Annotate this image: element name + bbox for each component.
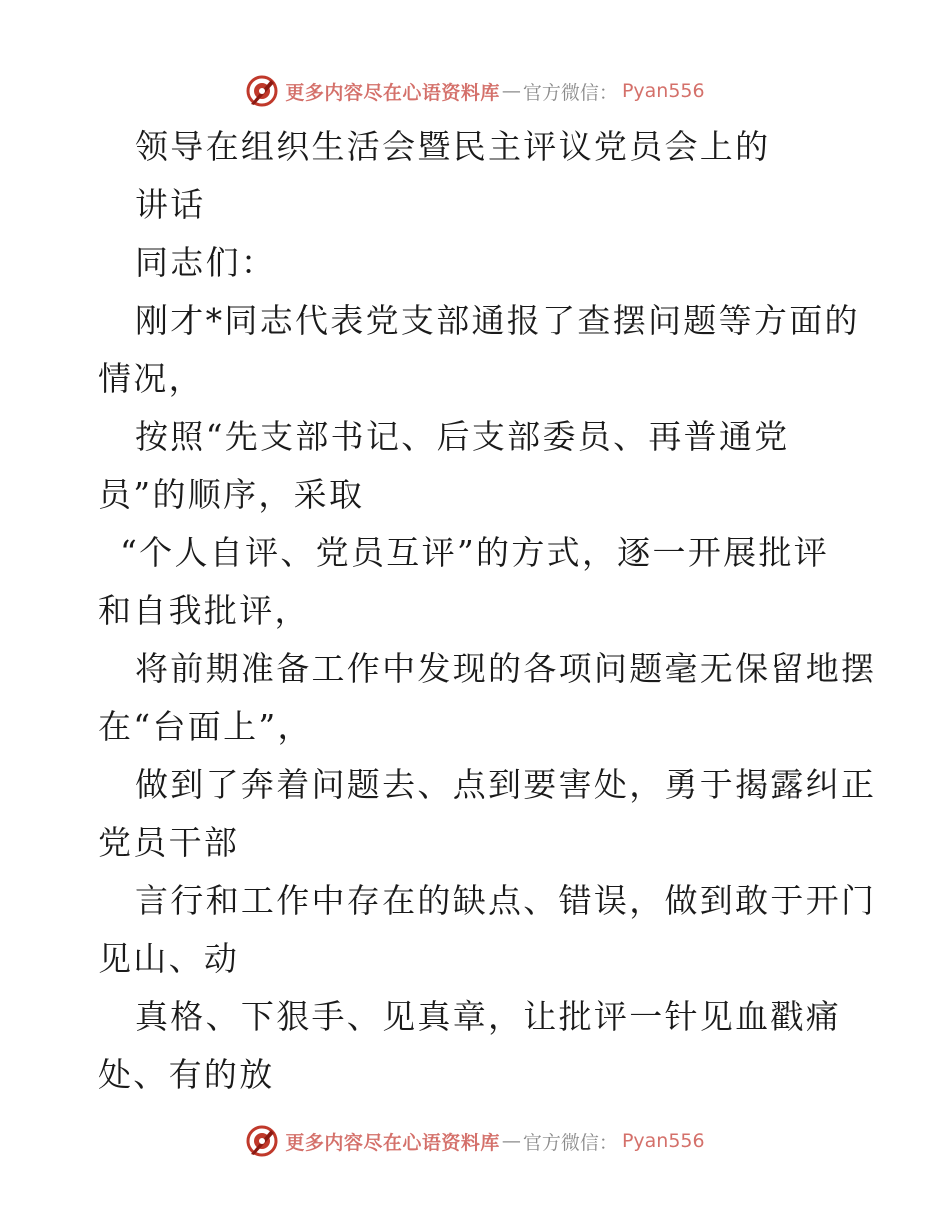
pen-logo-icon — [245, 1124, 279, 1158]
body-line: “个人自评、党员互评”的方式，逐一开展批评 — [120, 533, 830, 572]
banner-label: 官方微信： — [522, 1131, 618, 1154]
banner-label: 官方微信： — [522, 81, 618, 104]
pen-logo-icon — [245, 74, 279, 108]
banner-title: 更多内容尽在心语资料库 — [285, 1131, 500, 1154]
body-line: 刚才*同志代表党支部通报了查摆问题等方面的 — [135, 301, 860, 340]
body-line: 真格、下狠手、见真章，让批评一针见血戳痛 — [135, 997, 841, 1036]
body-line: 言行和工作中存在的缺点、错误，做到敢于开门 — [135, 881, 877, 920]
salutation: 同志们： — [135, 243, 277, 282]
banner-wechat-id: Pyan556 — [621, 80, 705, 102]
body-line: 员”的顺序，采取 — [98, 475, 365, 514]
header-banner — [0, 71, 950, 111]
doc-title-line-1: 领导在组织生活会暨民主评议党员会上的 — [135, 127, 771, 166]
body-line: 按照“先支部书记、后支部委员、再普通党 — [135, 417, 790, 456]
footer-banner — [0, 1121, 950, 1161]
body-line: 在“台面上”， — [98, 707, 313, 746]
banner-dash: — — [501, 80, 521, 102]
banner-wechat-id: Pyan556 — [621, 1130, 705, 1152]
body-line: 见山、动 — [98, 939, 240, 978]
body-line: 和自我批评， — [98, 591, 310, 630]
banner-title: 更多内容尽在心语资料库 — [285, 81, 500, 104]
doc-title-line-2: 讲话 — [135, 185, 206, 224]
banner-dash: — — [501, 1130, 521, 1152]
body-line: 处、有的放 — [98, 1055, 275, 1094]
body-line: 做到了奔着问题去、点到要害处，勇于揭露纠正 — [135, 765, 877, 804]
body-line: 将前期准备工作中发现的各项问题毫无保留地摆 — [135, 649, 877, 688]
body-line: 党员干部 — [98, 823, 240, 862]
body-line: 情况， — [98, 359, 204, 398]
